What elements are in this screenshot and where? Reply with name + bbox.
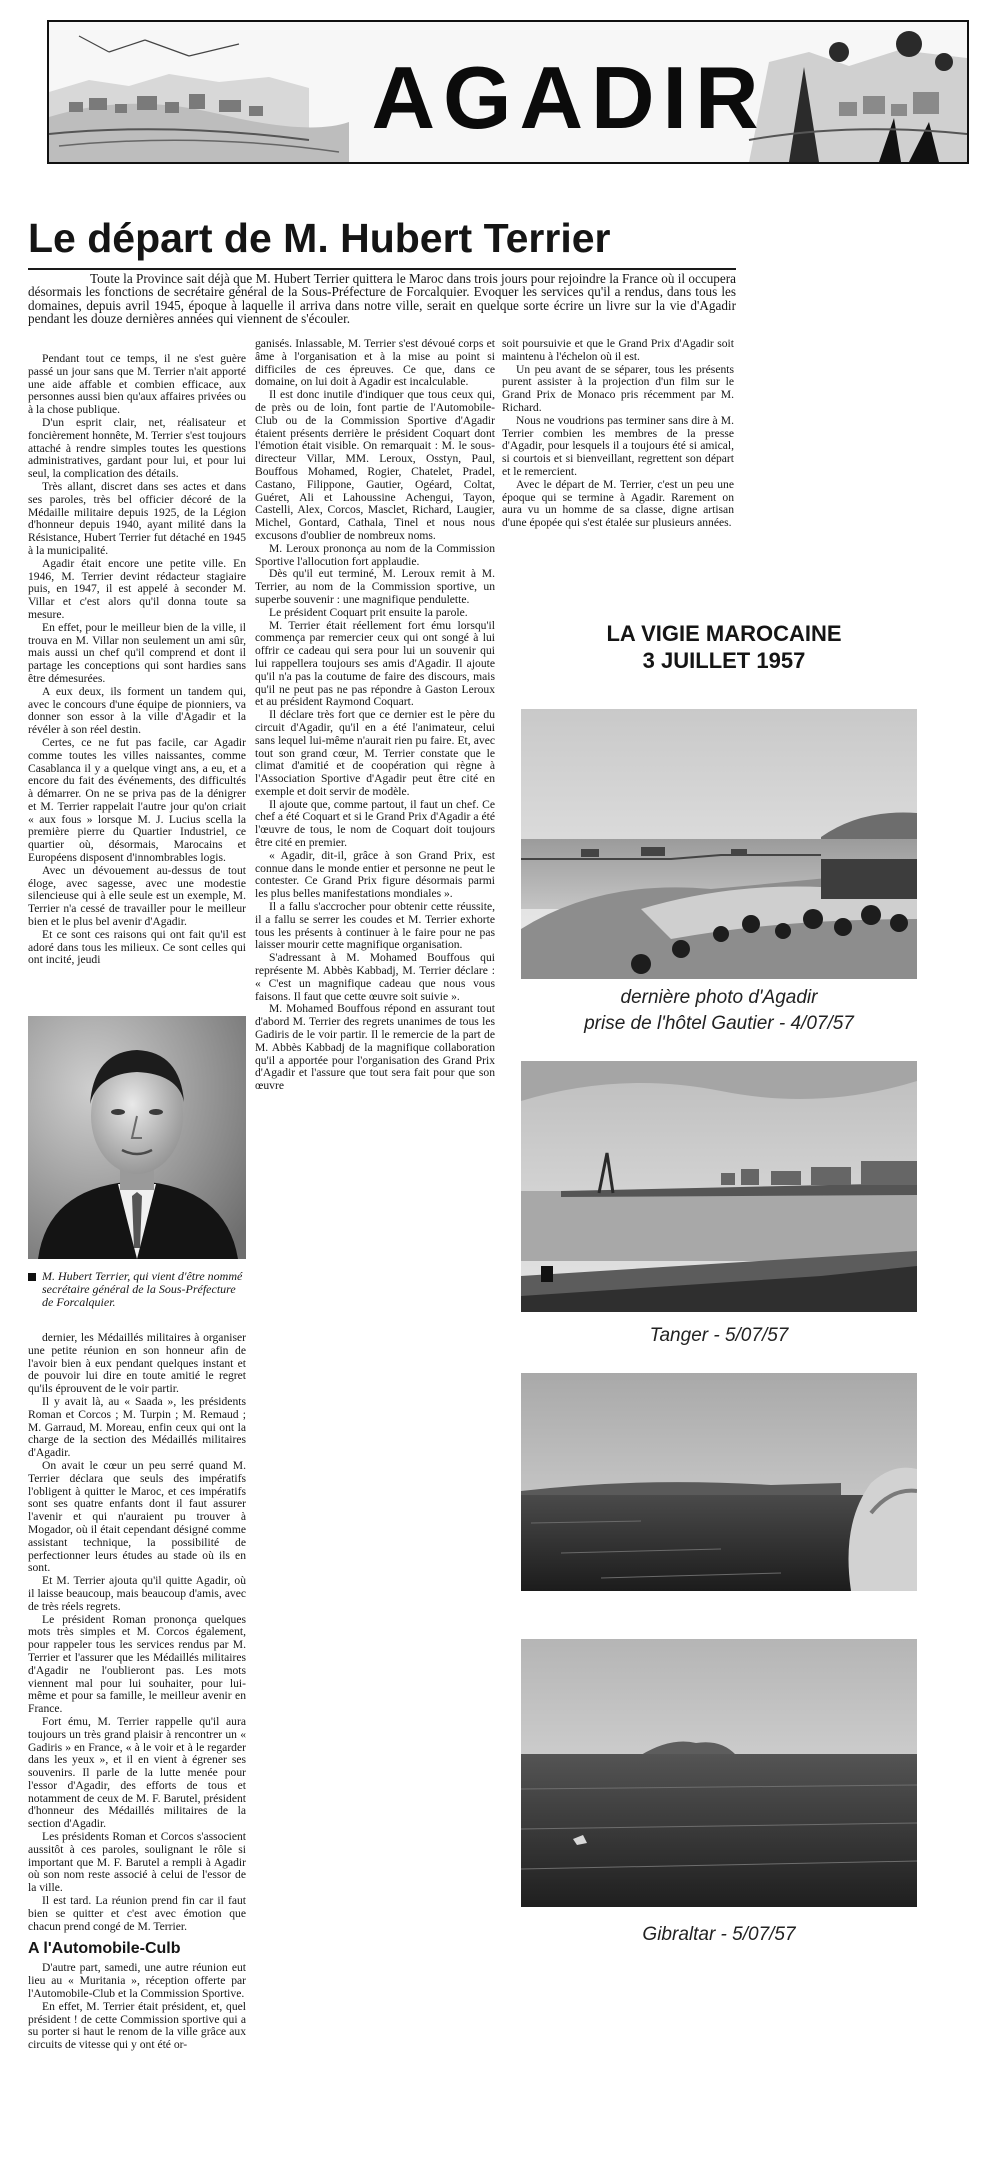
paragraph: Et ce sont ces raisons qui ont fait qu'il est adoré dans tous les milieux. Ce sont celles qui ont incité, jeudi xyxy=(28,927,246,967)
paragraph: M. Leroux prononça au nom de la Commission Sportive l'allocution fort applaudie. xyxy=(255,541,495,568)
portrait-photo xyxy=(28,1016,246,1259)
paragraph: A eux deux, ils forment un tandem qui, avec le concours d'une équipe de pionniers, va donner son essor à la ville d'Agadir et la révéler à son réel destin. xyxy=(28,684,246,737)
article-headline: Le départ de M. Hubert Terrier xyxy=(28,208,736,270)
paragraph: Il a fallu s'accrocher pour obtenir cette réussite, il a fallu se serrer les coudes et M. Terrier exhorte tous les présents à continuer à le faire pour ne pas laisser mourir cette magnifique organisation. xyxy=(255,900,495,952)
paragraph: « Agadir, dit-il, grâce à son Grand Prix, est connue dans le monde entier et personne ne peut le contester. Ce Grand Prix figure désormais parmi les plus belles manifestations mondiales ». xyxy=(255,848,495,901)
paragraph: Un peu avant de se séparer, tous les présents purent assister à la projection d'un film sur le Grand Prix de Monaco pris récemment par M. Richard. xyxy=(502,362,734,414)
sea-view-image xyxy=(521,1373,917,1591)
paragraph: Il est donc inutile d'indiquer que tous ceux qui, de près ou de loin, font partie de l'Automobile-Club ou de la Commission Sportive d'Agadir étaient présents derrière le président Coquart dont l'émotion était visible. On remarquait : M. le sous-directeur Villar, MM. Leroux, Osstyn, Paul, Bouffous Mohamed, Rogier, Chatelet, Pradel, Castano, Filippone, Gautier, Ogéard, Coltat, Guéret, Ali et Lahoussine Achengui, Tayon, Castelli, Alex, Corcos, Masclet, Richard, Laugier, Michel, Gontard, Cathala, Tinel et nous nous excusons d'oublier de nombreux noms. xyxy=(255,388,495,542)
photo-caption-gibraltar: Gibraltar - 5/07/57 xyxy=(642,1924,796,1945)
photo-caption-tanger: Tanger - 5/07/57 xyxy=(649,1325,789,1346)
newspaper-name: LA VIGIE MAROCAINE xyxy=(606,621,842,646)
paragraph: Nous ne voudrions pas terminer sans dire à M. Terrier combien les membres de la presse d'Agadir, pour lesquels il a toujours été si amical, si courtois et si bienveillant, regrettent son départ et le remercient. xyxy=(502,413,734,478)
article-column-3 xyxy=(502,338,734,578)
paragraph: Il ajoute que, comme partout, il faut un chef. Ce chef a été Coquart et si le Grand Prix d'Agadir a été l'œuvre de tous, le nom de Coquart doit toujours être cité en premier. xyxy=(255,797,495,850)
article-intro: Toute la Province sait déjà que M. Hubert Terrier quittera le Maroc dans trois jours pour rejoindre la France où il occupera désormais les fonctions de secrétaire général de la Sous-Préfecture de Forcalquier. Evoquer les services qu'il a rendus, dans tous les domaines, depuis avril 1945, époque à laquelle il arriva dans notre ville, serait en quelque sorte écrire un livre sur la vie d'Agadir pendant les douze dernières années qui viennent de s'écouler. xyxy=(28,272,736,326)
paragraph: Avec un dévouement au-dessus de tout éloge, avec sagesse, avec une modestie silencieuse qui à elle seule est un exemple, M. Terrier n'a cessé de travailler pour le meilleur bien et le plus bel avenir d'Agadir. xyxy=(28,863,246,929)
paragraph: En effet, pour le meilleur bien de la ville, il trouva en M. Villar non seulement un ami sûr, mais aussi un chef qu'il comprend et dont il partage les conceptions qui sont hardies sans être démesurées. xyxy=(28,620,246,685)
paragraph: Le président Coquart prit ensuite la parole. xyxy=(269,605,468,619)
paragraph: M. Mohamed Bouffous répond en assurant tout d'abord M. Terrier des regrets unanimes de tous les Gadiris de le voir partir. Il le remercie de la part de M. Abbès Kabbadj de la magnifique collaboration qu'il a apportée pour l'organisation des Grand Prix d'Agadir et l'assure que tout sera fait pour que son œuvre xyxy=(255,1002,495,1093)
paragraph: D'un esprit clair, net, réalisateur et foncièrement honnête, M. Terrier s'est toujours attaché à rendre simples toutes les questions administratives, gardant pour lui, et pour lui seul, la complication des détails. xyxy=(28,415,246,481)
paragraph: Très allant, discret dans ses actes et dans ses paroles, très bel officier décoré de la Médaille militaire depuis 1925, de la Légion d'honneur depuis 1940, ayant milité dans la Résistance, Hubert Terrier fut détaché en 1945 à la municipalité. xyxy=(28,479,246,557)
agadir-harbour-image xyxy=(521,709,917,979)
paragraph: Et M. Terrier ajouta qu'il quitte Agadir, où il laisse beaucoup, mais beaucoup d'amis, avec de très réels regrets. xyxy=(28,1574,246,1613)
masthead-banner xyxy=(47,20,969,164)
paragraph: S'adressant à M. Mohamed Bouffous qui représente M. Abbès Kabbadj, M. Terrier déclare : « C'est un magnifique cadeau que nous vous faisons. Il faut que cette œuvre soit suivie ». xyxy=(255,951,495,1003)
paragraph: Agadir était encore une petite ville. En 1946, M. Terrier devint rédacteur stagiaire puis, en 1947, il est appelé à seconder M. Villar et c'est alors qu'il donna toute sa mesure. xyxy=(28,556,246,621)
portrait-image xyxy=(28,1016,246,1259)
article-column-1-continued xyxy=(28,1332,246,2154)
paragraph: dernier, les Médaillés militaires à organiser une petite réunion en son honneur afin de l'avoir bien à eux pendant quelques instant et de pouvoir lui dire en toute amitié le regret qu'ils éprouvent de le voir partir. xyxy=(28,1332,246,1396)
paragraph: Il y avait là, au « Saada », les présidents Roman et Corcos ; M. Turpin ; M. Remaud ; M. Garraud, M. Moreau, enfin ceux qui ont la charge de la section des Médaillés militaires d'Agadir. xyxy=(28,1394,246,1460)
tanger-harbour-image xyxy=(521,1061,917,1312)
portrait-caption-block xyxy=(28,1270,246,1328)
newspaper-date: 3 JUILLET 1957 xyxy=(642,648,806,673)
caption-bullet xyxy=(28,1273,36,1281)
article-subheading: A l'Automobile-Culb xyxy=(28,1940,181,1958)
paragraph: soit poursuivie et que le Grand Prix d'Agadir soit maintenu à l'échelon où il est. xyxy=(502,338,734,363)
paragraph: D'autre part, samedi, une autre réunion eut lieu au « Muritania », réception offerte par l'Automobile-Club et la Commission Sportive. xyxy=(28,1961,246,2001)
paragraph: Fort ému, M. Terrier rappelle qu'il aura toujours un très grand plaisir à rencontrer un « Gadiris » en France, « à le voir et à le regarder dans les yeux », et il en vient à égrener ses souvenirs. Il parle de la lutte menée pour l'essor d'Agadir, des efforts de tous et notamment de ceux de M. F. Barutel, président d'honneur des Médaillés militaires de la section d'Agadir. xyxy=(28,1714,246,1831)
paragraph: En effet, M. Terrier était président, et, quel président ! de cette Commission sportive qui a su porter si haut le renom de la ville grâce aux circuits de vitesse qui y ont été or- xyxy=(28,1999,246,2052)
paragraph: Certes, ce ne fut pas facile, car Agadir comme toutes les villes naissantes, comme Casablanca il y a quelque vingt ans, a eu, et a encore du fait des événements, des difficultés à démarrer. On ne se priva pas de la dénigrer et M. Terrier rappelait l'autre jour qu'on criait « aux fous » lorsque M. J. Lucius scella la première pierre du Quartier Industriel, ce quartier où, désormais, Marocains et Européens disposent d'innombrables logis. xyxy=(28,735,246,865)
paragraph: Pendant tout ce temps, il ne s'est guère passé un jour sans que M. Terrier n'ait apporté une aide affable et combien efficace, aux personnes aussi bien qu'aux affaires privées ou à la chose publique. xyxy=(28,353,246,417)
banner-title: AGADIR xyxy=(371,48,767,147)
photo-agadir xyxy=(521,709,917,979)
photo-caption-agadir-line1: dernière photo d'Agadir xyxy=(620,987,818,1008)
paragraph: Il déclare très fort que ce dernier est le père du circuit d'Agadir, qu'il en a été l'animateur, celui sans lequel lui-même n'aurait rien pu faire. Et, avec tout son grand cœur, M. Terrier constate que le climat d'amitié et de coopération qui règne à l'Association Sportive d'Agadir peut être cité en exemple et doit servir de modèle. xyxy=(255,708,495,798)
photo-gibraltar xyxy=(521,1639,917,1907)
paragraph: Les présidents Roman et Corcos s'associent aussitôt à ces paroles, soulignant le rôle si important que M. F. Barutel a rempli à Agadir où son nom reste associé à celui de l'essor de la ville. xyxy=(28,1830,246,1895)
photo-tanger xyxy=(521,1061,917,1312)
article-column-1 xyxy=(28,353,246,1009)
paragraph: Il est tard. La réunion prend fin car il faut bien se quitter et c'est avec émotion que chacun prend congé de M. Terrier. xyxy=(28,1894,246,1933)
article-column-2 xyxy=(255,338,495,1338)
photo-sea xyxy=(521,1373,917,1591)
paragraph: ganisés. Inlassable, M. Terrier s'est dévoué corps et âme à l'organisation et à la mise au point si difficiles de ces épreuves. Ce que, dans ce domaine, on lui doit à Agadir est incalculable. xyxy=(255,338,495,389)
paragraph: Le président Roman prononça quelques mots très simples et M. Corcos également, pour rappeler tous les services rendus par M. Terrier et l'assurer que les Médaillés militaires d'Agadir ne l'oublieront pas. Les mots viennent mal pour lui souhaiter, pour lui-même et pour sa famille, le meilleur avenir en France. xyxy=(28,1612,246,1716)
paragraph: M. Terrier était réellement fort ému lorsqu'il commença par remercier ceux qui ont songé à lui offrir ce cadeau qui sera pour lui un souvenir qui lui rappellera toujours ses amis d'Agadir. Il ajoute qu'il n'a pas la coutume de faire des discours, mais qu'il ne peut pas ne pas répondre à Gaston Leroux et au président Raymond Coquart. xyxy=(255,618,495,709)
portrait-caption: M. Hubert Terrier, qui vient d'être nommé secrétaire général de la Sous-Préfecture de Forcalquier. xyxy=(42,1269,243,1310)
paragraph: Avec le départ de M. Terrier, c'est un peu une époque qui se termine à Agadir. Rarement on aura vu un homme de sa classe, digne artisan d'une épopée qui s'est étalée sur plusieurs années. xyxy=(502,477,734,530)
gibraltar-image xyxy=(521,1639,917,1907)
paragraph: On avait le cœur un peu serré quand M. Terrier déclara que seuls des impératifs l'obligent à quitter le Maroc, et ces impératifs sont ses quatre enfants dont il faut assurer l'avenir et qui n'auraient pu trouver à Mogador, où il était cependant désigné comme assistant technique, la possibilité de perfectionner leurs études au stade où ils en sont. xyxy=(28,1458,246,1575)
photo-caption-agadir-line2: prise de l'hôtel Gautier - 4/07/57 xyxy=(584,1013,854,1034)
paragraph: Dès qu'il eut terminé, M. Leroux remit à M. Terrier, au nom de la Commission sportive, un superbe souvenir : une magnifique pendulette. xyxy=(255,567,495,606)
